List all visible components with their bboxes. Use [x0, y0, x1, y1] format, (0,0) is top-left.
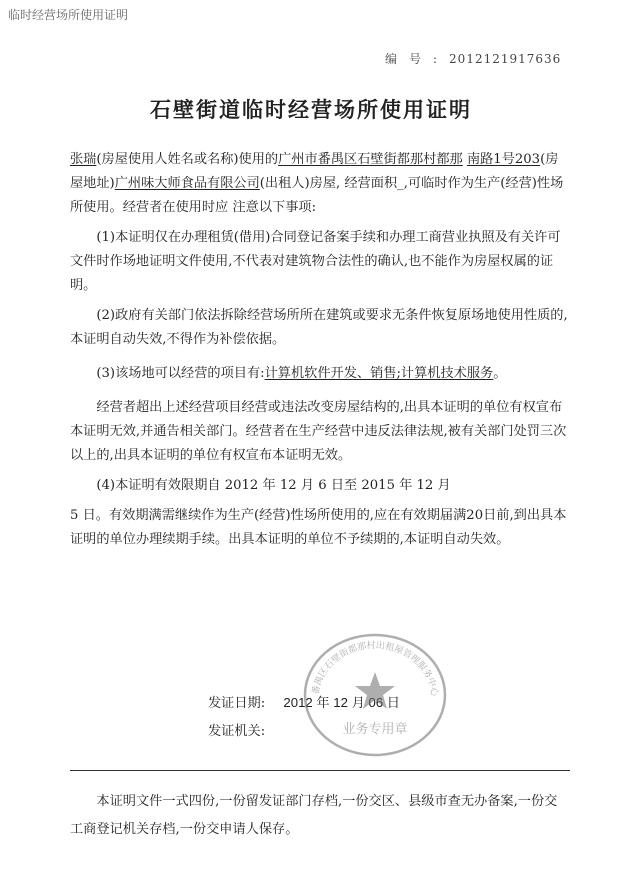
document-title: 石壁街道临时经营场所使用证明 — [150, 97, 472, 122]
user-name: 张瑞 — [70, 152, 97, 167]
address-line-2: 南路1号203 — [466, 152, 541, 167]
item-3-suffix: 。 — [493, 366, 507, 381]
issue-date-label: 发证日期: — [208, 696, 266, 711]
seal-arc-text: 番禺区石壁街都那村出租屋管理服务中心 — [311, 640, 439, 697]
item-2: (2)政府有关部门依法拆除经营场所所在建筑或要求无条件恢复原场地使用性质的,本证明自动失效,不得作为补偿依据。 — [70, 308, 568, 347]
item-4-rest: 5 日。有效期满需继续作为生产(经营)性场所使用的,应在有效期届满20日前,到出具本证明的单位办理续期手续。出具本证明的单位不予续期的,本证明自动失效。 — [70, 508, 567, 547]
serial-label: 编号: — [385, 52, 450, 66]
serial-number — [385, 50, 561, 67]
violation-paragraph: 经营者超出上述经营项目经营或违法改变房屋结构的,出具本证明的单位有权宣布本证明无效,并通告相关部门。经营者在生产经营中违反法律法规,被有关部门处罚三次以上的,出具本证明的单位有权宣布本证明无效。 — [70, 400, 567, 463]
divider — [70, 770, 570, 771]
area-prefix: 经营面积 — [344, 176, 398, 191]
user-note: (房屋使用人姓名或名称)使用的 — [96, 152, 279, 167]
intro-paragraph — [70, 148, 570, 220]
page-label: 临时经营场所使用证明 — [8, 8, 129, 22]
notice-line: 注意以下事项: — [232, 200, 317, 215]
business-scope: 计算机软件开发、销售;计算机技术服务 — [264, 366, 494, 381]
area-suffix: ,可临时作为生产(经营)性场所使用。经营者在使用时应 — [70, 176, 564, 215]
document-body — [70, 148, 570, 552]
footer-note — [70, 788, 570, 844]
landlord-name: 广州味大师食品有限公司 — [114, 176, 260, 191]
item-4-line-1: (4)本证明有效限期自 2012 年 12 月 6 日至 2015 年 12 月 — [96, 478, 451, 493]
official-seal — [300, 630, 450, 760]
item-1: (1)本证明仅在办理租赁(借用)合同登记备案手续和办理工商营业执照及有关许可文件时作场地证明文件使用,不代表对建筑物合法性的确认,也不能作为房屋权属的证明。 — [70, 230, 561, 293]
item-3-prefix: (3)该场地可以经营的项目有: — [96, 366, 265, 381]
area-value: _ — [397, 176, 404, 191]
issuing-authority-label: 发证机关: — [208, 724, 266, 739]
seal-bottom-text: 业务专用章 — [342, 722, 408, 737]
star-icon — [355, 672, 395, 709]
issuing-authority — [208, 720, 265, 739]
issue-date-value: 2012 年 12 月 06 日 — [283, 695, 400, 710]
landlord-note: (出租人)房屋, — [259, 176, 341, 191]
address-note: (房屋地址) — [70, 152, 559, 191]
serial-value: 2012121917636 — [449, 52, 562, 66]
footer-text: 本证明文件一式四份,一份留发证部门存档,一份交区、县级市查无办备案,一份交工商登记机关存档,一份交申请人保存。 — [70, 794, 558, 837]
item-3 — [70, 362, 570, 386]
address-line-1: 广州市番禺区石壁街都那村都那 — [278, 152, 463, 167]
